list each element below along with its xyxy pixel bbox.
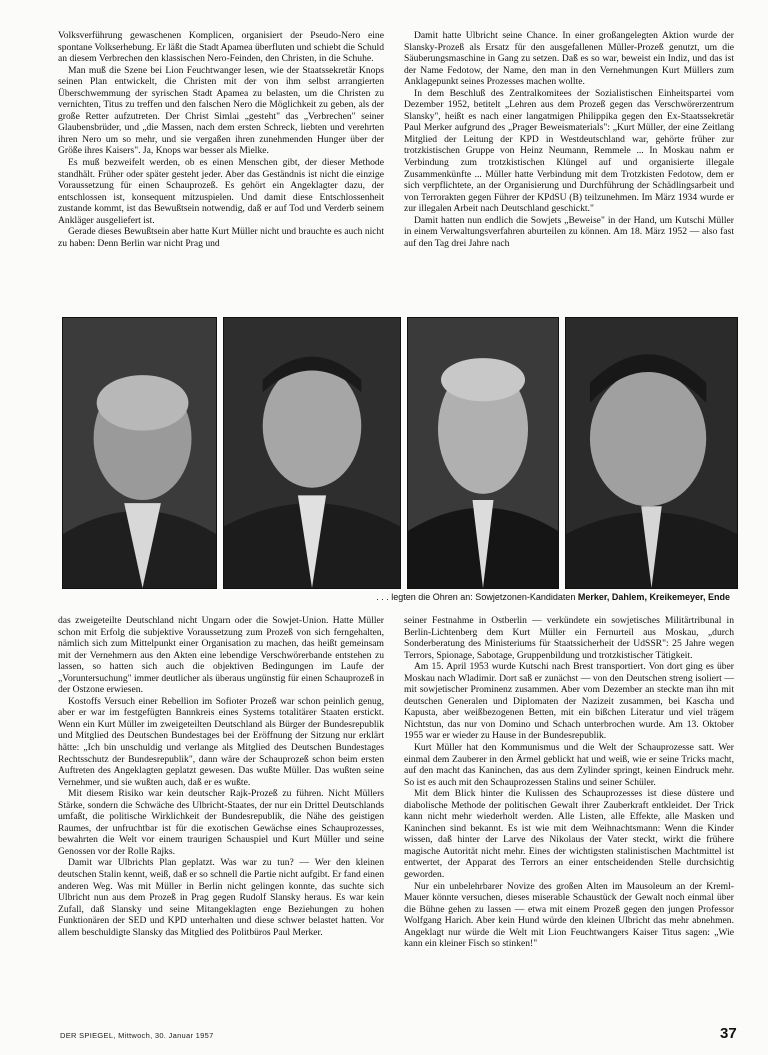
article-column-bottom-left bbox=[58, 615, 384, 938]
article-column-bottom-right bbox=[404, 615, 734, 950]
article-column-top-left bbox=[58, 30, 384, 249]
article-column-top-right bbox=[404, 30, 734, 249]
paragraph: seiner Festnahme in Ostberlin — verkündete ein sowjetisches Militärtribunal in Berlin-Lichtenberg dem Kurt Müller ein Fernurteil aus Moskau, „durch Sonderberatung des Ministeriums für Staatssicherheit der UdSSR": 25 Jahre wegen Terrors, Spionage, Sabotage, Gruppenbildung und trotzkistischer Tätigkeit. bbox=[404, 615, 734, 661]
portrait-kreikemeyer bbox=[407, 317, 559, 589]
paragraph: In dem Beschluß des Zentralkomitees der Sozialistischen Einheitspartei vom Dezember 1952, betitelt „Lehren aus dem Prozeß gegen das Verschwörerzentrum Slansky", heißt es nach einer langatmigen Philippika gegen den Ex-Staatssekretär Paul Merker aufgrund des „Prager Beweismaterials": „Kurt Müller, der eine Zeitlang Mitglied der Leitung der KPD in Westdeutschland war, gehörte früher zur trotzkistischen Gruppe von Heinz Neumann, Remmele ... In Moskau nahm er Verbindung zum trotzkistischen Klüngel auf und organisierte illegale Zusammenkünfte ... Müller hatte Verbindung mit dem Trotzkisten Fedotow, dem er sich verpflichtete, an der Organisierung und Durchführung der Schädlingsarbeit und von Terrorakten gegen Führer der KPdSU (B) teilzunehmen. Im März 1934 wurde er zur illegalen Arbeit nach Deutschland geschickt." bbox=[404, 87, 734, 215]
paragraph: Man muß die Szene bei Lion Feuchtwanger lesen, wie der Staatssekretär Knops seinen Plan entwickelt, die Christen mit der von ihm selbst arrangierten Überschwemmung der syrischen Stadt Apamea zu belasten, um die Christen zu vernichten, Titus zu treffen und den falschen Nero die Möglichkeit zu geben, als der große Retter aufzutreten. Der Christ Simlai „gesteht" das „Verbrechen" seiner Glaubensbrüder, und „die Massen, nach dem ersten Schreck, liebten und verehrten ihren Nero um so mehr, und sie vergaßen ihren zunehmenden Hunger über der Größe ihres Kaisers". Ja, Knops war besser als Mielke. bbox=[58, 64, 384, 157]
paragraph: Kurt Müller hat den Kommunismus und die Welt der Schauprozesse satt. Wer einmal dem Zauberer in den Ärmel geblickt hat und weiß, wie er seine Tricks macht, auf den macht das Kaninchen, das aus dem Zylinder springt, keinen Eindruck mehr. So ist es auch mit den Schauprozessen Stalins und seiner Schüler. bbox=[404, 742, 734, 788]
paragraph: Mit diesem Risiko war kein deutscher Rajk-Prozeß zu führen. Nicht Müllers Stärke, sondern die Schwäche des Ulbricht-Staates, der nur ein Drittel Deutschlands umfaßt, die politische Wirklichkeit der Bundesrepublik, die Nähe des geistigen Raumes, der unfruchtbar ist für die exotischen Gewächse eines Schauprozesses, bewahrten die Welt vor einem traurigen Schauspiel und Kurt Müller und seine Genossen vor der Rolle Rajks. bbox=[58, 788, 384, 857]
paragraph: Kostoffs Versuch einer Rebellion im Sofioter Prozeß war schon peinlich genug, aber er war im festgefügten Bannkreis eines Systems totalitärer Staaten erstickt. Wenn ein Kurt Müller im zweigeteilten Deutschland als Bürger der Bundesrepublik und Mitglied des Deutschen Bundestages bei der Eröffnung der Sitzung nur erklärt hätte: „Ich bin unschuldig und verlange als Mitglied des Deutschen Bundestages Rechtsschutz der Bundesrepublik", dann wäre der Schauprozeß schon beim ersten Auftreten des Angeklagten geplatzt gewesen. Das wußte Müller. Das wußten seine Vernehmer, und sie wußten auch, daß er es wußte. bbox=[58, 695, 384, 788]
portrait-ende bbox=[565, 317, 738, 589]
paragraph: Am 15. April 1953 wurde Kutschi nach Brest transportiert. Von dort ging es über Moskau nach Wladimir. Dort saß er zunächst — von den Deutschen streng isoliert — mit sowjetischer Prominenz zusammen. Aber vom Dezember an steckte man ihn mit deutschen Generalen und Diplomaten der Nazizeit zusammen, bei Kascha und Kapusta, aber weißbezogenen Betten, mit ein bißchen Literatur und viel trägem Nichtstun, das nur von Domino und Schach unterbrochen wurde. Am 13. Oktober 1955 war er wieder zu Hause in der Bundesrepublik. bbox=[404, 661, 734, 742]
paragraph: Es muß bezweifelt werden, ob es einen Menschen gibt, der dieser Methode standhält. Früher oder später gesteht jeder. Aber das Geständnis ist nicht die einzige Voraussetzung für einen Schauprozeß. Es gehört ein Angeklagter dazu, der entschlossen ist, konsequent mitzuspielen. Und damit diese Entschlossenheit zustande kommt, ist das Bewußtsein notwendig, daß er auf Tod und Verderb seinem Ankläger ausgeliefert ist. bbox=[58, 157, 384, 226]
portrait-merker bbox=[62, 317, 217, 589]
paragraph: Damit hatte Ulbricht seine Chance. In einer großangelegten Aktion wurde der Slansky-Prozeß als Ersatz für den ausgefallenen Müller-Prozeß genutzt, um die Säuberungsmaschine in Gang zu setzen. Daß es so war, beweist ein Indiz, und das ist der Name Fedotow, der Name, den man in den Vernehmungen Kurt Müllers zum Anklagepunkt seines Prozesses machen wollte. bbox=[404, 30, 734, 88]
paragraph: Damit hatten nun endlich die Sowjets „Beweise" in der Hand, um Kutschi Müller in einem Verwaltungsverfahren aburteilen zu können. Am 18. März 1952 — also fast auf den Tag drei Jahre nach bbox=[404, 214, 734, 249]
paragraph: Nur ein unbelehrbarer Novize des großen Alten im Mausoleum an der Kreml-Mauer könnte versuchen, dieses miserable Schaustück der Gewalt noch einmal über die Bühne gehen zu lassen — etwa mit einem Prozeß gegen den jungen Professor Wolfgang Harich. Aber kein Hund würde den kleinen Ulbricht das mehr abnehmen. Angeklagt nur würde die Welt mit Lion Feuchtwangers Kaiser Titus sagen: „Wie kann ein kleiner Fisch so stinken!" bbox=[404, 880, 734, 950]
page-number: 37 bbox=[720, 1025, 737, 1042]
caption-names: Merker, Dahlem, Kreikemeyer, Ende bbox=[577, 592, 730, 602]
paragraph: Mit dem Blick hinter die Kulissen des Schauprozesses ist diese düstere und diabolische Methode der politischen Gewalt ihrer Zauberkraft entkleidet. Der Trick kann nicht mehr wiederholt werden. Alle Listen, alle Effekte, alle Masken und Kaninchen sind bekannt. Es ist wie mit dem Weihnachtsmann: Wenn die Kinder wissen, daß hinter der Larve des Nikolaus der Vater steckt, wirkt die frühere magische Autorität nicht mehr. Eines der wichtigsten stalinistischen Machtmittel ist entwertet, der Apparat des Terrors an einer entscheidenden Stelle durchsichtig geworden. bbox=[404, 788, 734, 881]
paragraph: Volksverführung gewaschenen Komplicen, organisiert der Pseudo-Nero eine spontane Volkserhebung. Er läßt die Stadt Apamea überfluten und schiebt die Schuld an diesem Verbrechen den klassischen Nero-Feinden, den Christen, in die Schuhe. bbox=[58, 30, 384, 65]
portrait-photo-strip bbox=[62, 317, 738, 589]
paragraph: das zweigeteilte Deutschland nicht Ungarn oder die Sowjet-Union. Hatte Müller schon mit Erfolg die subjektive Voraussetzung zum Prozeß von sich ferngehalten, nämlich sich zum Mittelpunkt einer Organisation zu machen, das heißt gemeinsam mit der Vernehmern aus den Akten eine lebendige Verschwörerbande entstehen zu lassen, so hatten sich auch die objektiven Bedingungen im Laufe der „Voruntersuchung" immer deutlicher als überaus ungünstig für einen Schauprozeß in der Ostzone erwiesen. bbox=[58, 615, 384, 696]
photo-caption bbox=[170, 592, 730, 602]
publication-footer: DER SPIEGEL, Mittwoch, 30. Januar 1957 bbox=[60, 1031, 214, 1040]
caption-text: . . . legten die Ohren an: Sowjetzonen-Kandidaten bbox=[376, 592, 576, 602]
portrait-dahlem bbox=[223, 317, 401, 589]
paragraph: Damit war Ulbrichts Plan geplatzt. Was war zu tun? — Wer den kleinen deutschen Stalin kennt, weiß, daß er so schnell die Partie nicht aufgibt. Er fand einen anderen Weg. Was mit Müller in Berlin nicht gelingen konnte, das suchte sich Ulbricht nun aus dem Prozeß in Prag gegen Rudolf Slansky heraus. Es war kein Zufall, daß Slansky und seine Mitangeklagten enge Beziehungen zu hohen Funktionären der SED und KPD unterhalten und diese schwer belastet hatten. Vor allem beschuldigte Slansky das Mitglied des Politbüros Paul Merker. bbox=[58, 857, 384, 938]
paragraph: Gerade dieses Bewußtsein aber hatte Kurt Müller nicht und brauchte es auch nicht zu haben: Denn Berlin war nicht Prag und bbox=[58, 226, 384, 249]
